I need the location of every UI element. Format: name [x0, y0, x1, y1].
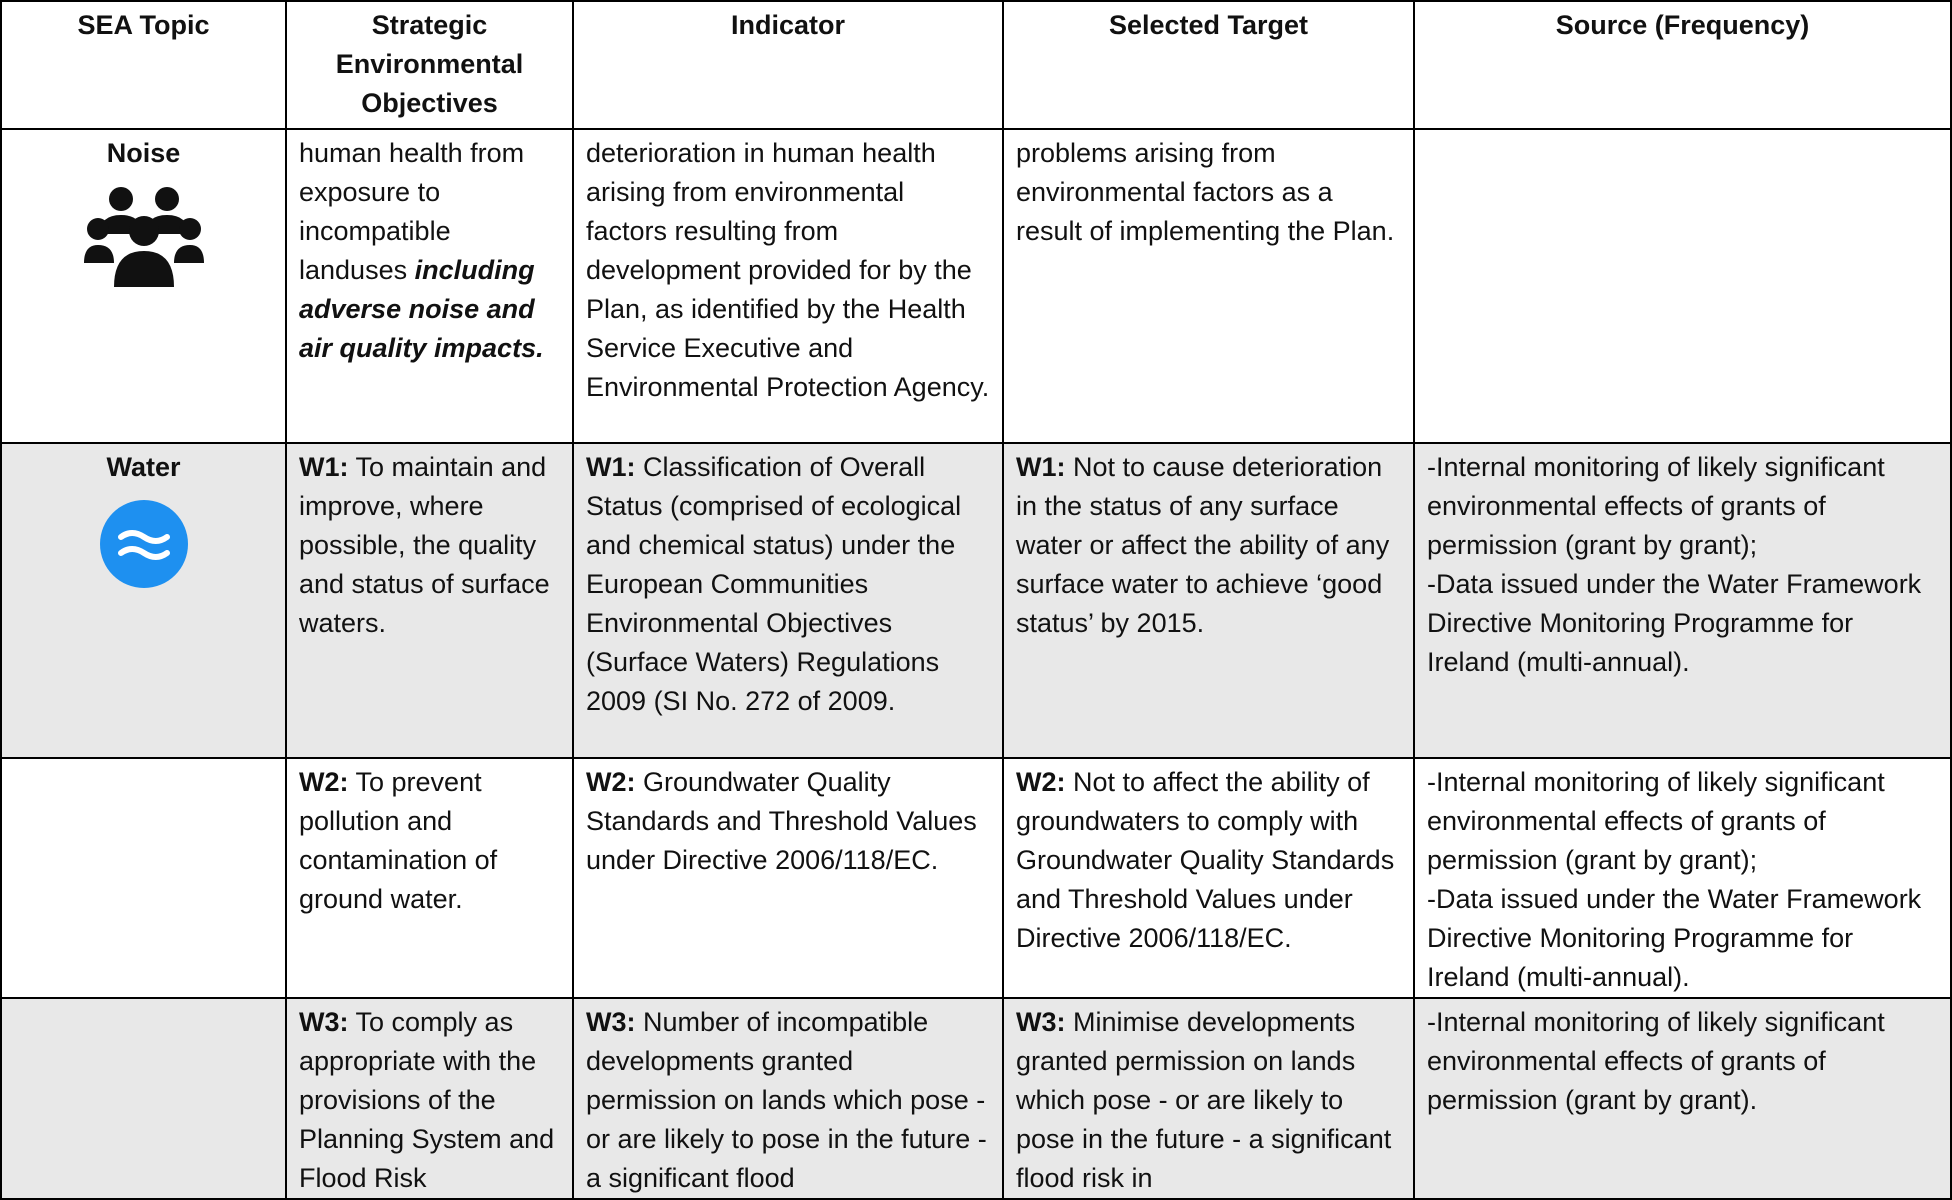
topic-cell-noise — [1, 129, 286, 443]
source-line-w2-1: -Internal monitoring of likely significant environmental effects of grants of permission (grant by grant); — [1427, 767, 1885, 875]
source-cell-w3 — [1414, 998, 1951, 1199]
indicator-cell-w3 — [573, 998, 1003, 1199]
target-cell-w1 — [1003, 443, 1414, 758]
header-sea-topic: SEA Topic — [1, 1, 286, 129]
topic-cell-water — [1, 443, 286, 758]
header-target: Selected Target — [1003, 1, 1414, 129]
objective-emphasis-noise: including adverse noise and air quality impacts. — [299, 255, 544, 363]
target-cell-noise: problems arising from environmental factors as a result of implementing the Plan. — [1003, 129, 1414, 443]
topic-cell-w3 — [1, 998, 286, 1199]
table-row-noise — [1, 129, 1951, 443]
source-cell-noise — [1414, 129, 1951, 443]
indicator-label-w1: W1: — [586, 452, 636, 482]
objective-text-noise: human health from exposure to incompatible landuses — [299, 138, 525, 285]
indicator-cell-w2 — [573, 758, 1003, 998]
table-row-w1 — [1, 443, 1951, 758]
objective-cell-w1 — [286, 443, 573, 758]
header-indicator: Indicator — [573, 1, 1003, 129]
indicator-cell-w1 — [573, 443, 1003, 758]
objective-cell-w2 — [286, 758, 573, 998]
people-group-icon — [84, 179, 204, 289]
indicator-text-w2: Groundwater Quality Standards and Threshold Values under Directive 2006/118/EC. — [586, 767, 977, 875]
indicator-label-w3: W3: — [586, 1007, 636, 1037]
objective-label-w1: W1: — [299, 452, 349, 482]
target-text-w2: Not to affect the ability of groundwaters to comply with Groundwater Quality Standards and Threshold Values under Directive 2006/118/EC. — [1016, 767, 1395, 953]
objective-text-w2: To prevent pollution and contamination of ground water. — [299, 767, 498, 914]
header-objectives: Strategic Environmental Objectives — [286, 1, 573, 129]
target-text-w1: Not to cause deterioration in the status of any surface water or affect the ability of any surface water to achieve ‘good status’ by 2015. — [1016, 452, 1390, 638]
source-cell-w1 — [1414, 443, 1951, 758]
table-row-w2 — [1, 758, 1951, 998]
target-label-w2: W2: — [1016, 767, 1066, 797]
source-line-w3-1: -Internal monitoring of likely significant environmental effects of grants of permission (grant by grant). — [1427, 1007, 1885, 1115]
source-line-w2-2: -Data issued under the Water Framework Directive Monitoring Programme for Ireland (multi-annual). — [1427, 884, 1922, 992]
table-row-w3 — [1, 998, 1951, 1199]
objective-text-w3: To comply as appropriate with the provisions of the Planning System and Flood Risk — [299, 1007, 555, 1193]
target-label-w3: W3: — [1016, 1007, 1066, 1037]
header-source: Source (Frequency) — [1414, 1, 1951, 129]
source-line-w1-1: -Internal monitoring of likely significant environmental effects of grants of permission (grant by grant); — [1427, 452, 1885, 560]
target-cell-w3 — [1003, 998, 1414, 1199]
topic-label-noise: Noise — [106, 138, 181, 168]
objective-label-w3: W3: — [299, 1007, 349, 1037]
water-waves-icon — [99, 499, 189, 589]
objective-text-w1: To maintain and improve, where possible, the quality and status of surface waters. — [299, 452, 550, 638]
indicator-cell-noise: deterioration in human health arising from environmental factors resulting from development provided for by the Plan, as identified by the Health Service Executive and Environmental Protection Agency. — [573, 129, 1003, 443]
target-cell-w2 — [1003, 758, 1414, 998]
target-text-w3: Minimise developments granted permission on lands which pose - or are likely to pose in the future - a significant flood risk in — [1016, 1007, 1392, 1193]
topic-cell-w2 — [1, 758, 286, 998]
objective-label-w2: W2: — [299, 767, 349, 797]
target-label-w1: W1: — [1016, 452, 1066, 482]
topic-label-water: Water — [106, 452, 181, 482]
indicator-label-w2: W2: — [586, 767, 636, 797]
indicator-text-w3: Number of incompatible developments granted permission on lands which pose - or are likely to pose in the future - a significant flood — [586, 1007, 987, 1193]
table-header-row — [1, 1, 1951, 129]
source-line-w1-2: -Data issued under the Water Framework Directive Monitoring Programme for Ireland (multi-annual). — [1427, 569, 1922, 677]
objective-cell-w3 — [286, 998, 573, 1199]
indicator-text-w1: Classification of Overall Status (comprised of ecological and chemical status) under the European Communities Environmental Objectives (Surface Waters) Regulations 2009 (SI No. 272 of 2009. — [586, 452, 962, 716]
objective-cell-noise — [286, 129, 573, 443]
source-cell-w2 — [1414, 758, 1951, 998]
